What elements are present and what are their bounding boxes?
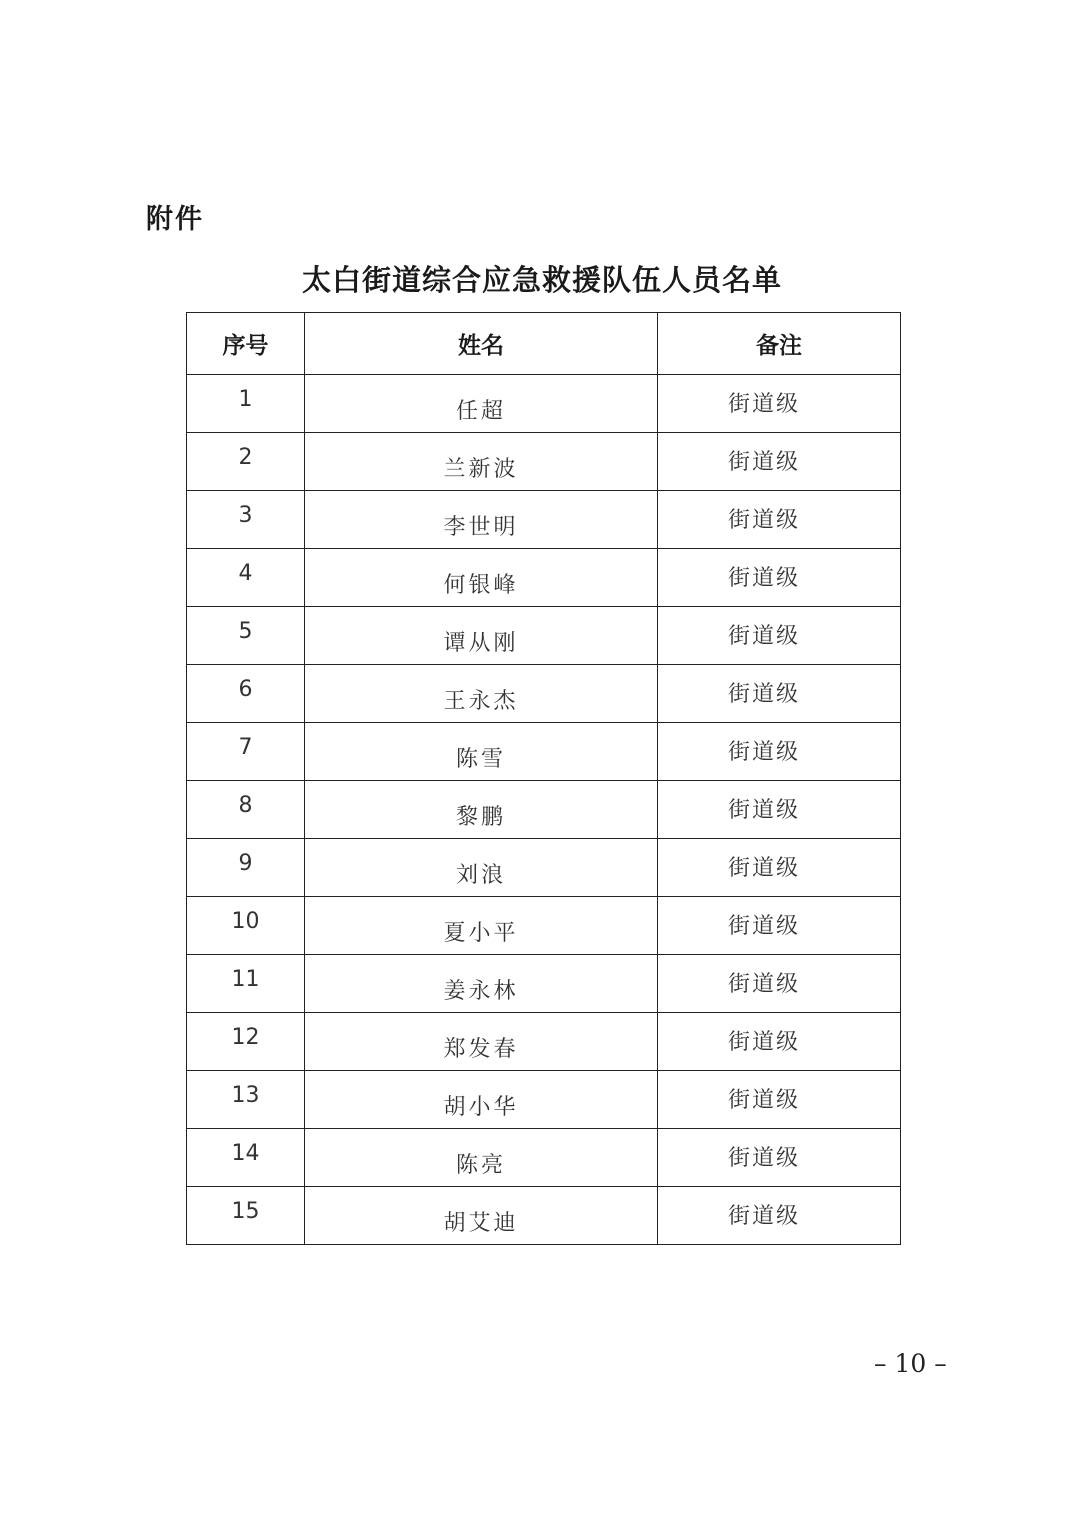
row-index: 5 (187, 607, 305, 665)
row-note: 街道级 (658, 433, 901, 491)
row-name: 王永杰 (305, 665, 658, 723)
row-name: 胡艾迪 (305, 1187, 658, 1245)
row-name: 谭从刚 (305, 607, 658, 665)
row-index: 1 (187, 375, 305, 433)
row-note: 街道级 (658, 665, 901, 723)
row-index: 12 (187, 1013, 305, 1071)
row-index: 13 (187, 1071, 305, 1129)
row-index: 9 (187, 839, 305, 897)
row-index: 14 (187, 1129, 305, 1187)
row-index: 15 (187, 1187, 305, 1245)
table-row (187, 781, 901, 839)
table-row (187, 433, 901, 491)
row-note: 街道级 (658, 549, 901, 607)
row-note: 街道级 (658, 1187, 901, 1245)
table-row (187, 665, 901, 723)
row-index: 8 (187, 781, 305, 839)
row-note: 街道级 (658, 781, 901, 839)
page-number: – 10 – (874, 1349, 947, 1378)
row-name: 胡小华 (305, 1071, 658, 1129)
header-note: 备注 (658, 313, 901, 375)
row-index: 2 (187, 433, 305, 491)
table-row (187, 723, 901, 781)
row-note: 街道级 (658, 607, 901, 665)
table-row (187, 1071, 901, 1129)
row-name: 夏小平 (305, 897, 658, 955)
row-name: 黎鹏 (305, 781, 658, 839)
personnel-table (186, 312, 901, 1245)
table-row (187, 491, 901, 549)
row-name: 陈雪 (305, 723, 658, 781)
table-row (187, 955, 901, 1013)
attachment-label: 附件 (146, 204, 204, 235)
row-index: 6 (187, 665, 305, 723)
table-row (187, 375, 901, 433)
row-note: 街道级 (658, 839, 901, 897)
row-name: 郑发春 (305, 1013, 658, 1071)
row-index: 11 (187, 955, 305, 1013)
row-index: 4 (187, 549, 305, 607)
row-note: 街道级 (658, 1013, 901, 1071)
row-index: 3 (187, 491, 305, 549)
row-note: 街道级 (658, 1071, 901, 1129)
row-note: 街道级 (658, 955, 901, 1013)
table-row (187, 1013, 901, 1071)
row-name: 任超 (305, 375, 658, 433)
header-index: 序号 (187, 313, 305, 375)
row-note: 街道级 (658, 723, 901, 781)
row-note: 街道级 (658, 375, 901, 433)
table-row (187, 607, 901, 665)
row-index: 10 (187, 897, 305, 955)
document-title: 太白街道综合应急救援队伍人员名单 (301, 263, 782, 297)
row-name: 刘浪 (305, 839, 658, 897)
row-name: 陈亮 (305, 1129, 658, 1187)
table-row (187, 1129, 901, 1187)
row-note: 街道级 (658, 1129, 901, 1187)
row-name: 李世明 (305, 491, 658, 549)
table-row (187, 549, 901, 607)
row-name: 何银峰 (305, 549, 658, 607)
header-name: 姓名 (305, 313, 658, 375)
table-row (187, 1187, 901, 1245)
row-note: 街道级 (658, 897, 901, 955)
table-header-row (187, 313, 901, 375)
row-index: 7 (187, 723, 305, 781)
row-note: 街道级 (658, 491, 901, 549)
row-name: 姜永林 (305, 955, 658, 1013)
table-row (187, 839, 901, 897)
row-name: 兰新波 (305, 433, 658, 491)
table-row (187, 897, 901, 955)
